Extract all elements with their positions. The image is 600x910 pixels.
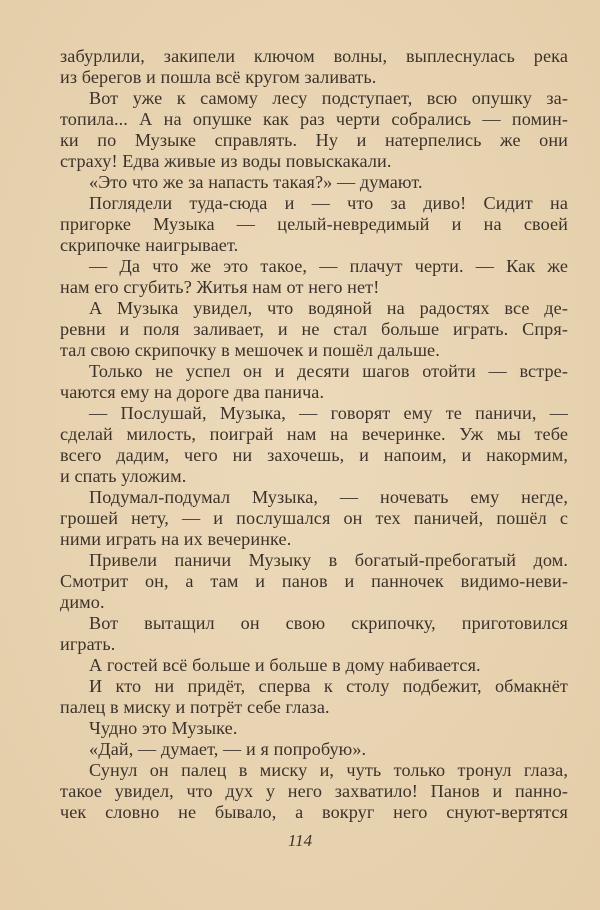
text-line: Смотрит он, а там и панов и панночек видимо-неви- — [60, 571, 568, 591]
book-page-text — [60, 46, 568, 823]
text-line: Вот вытащил он свою скрипочку, приготовился — [89, 613, 568, 633]
text-line: А Музыка увидел, что водяной на радостях все де- — [89, 298, 568, 318]
text-line: сделай милость, поиграй нам на вечеринке. Уж мы тебе — [60, 424, 568, 444]
text-line: чаются ему на дороге два панича. — [60, 382, 325, 402]
text-line: ревни и поля заливает, и не стал больше играть. Спря- — [60, 319, 568, 339]
text-line: — Да что же это такое, — плачут черти. — Как же — [89, 256, 568, 276]
text-line: Чудно это Музыке. — [89, 718, 238, 738]
text-line: Сунул он палец в миску и, чуть только тронул глаза, — [89, 760, 568, 780]
text-line: Привели паничи Музыку в богатый-пребогатый дом. — [89, 550, 568, 570]
text-line: чек словно не бывало, а вокруг него снуют-вертятся — [60, 802, 568, 822]
text-line: и спать уложим. — [60, 466, 187, 486]
text-line: нам его сгубить? Житья нам от него нет! — [60, 277, 380, 297]
text-line: грошей нету, — и послушался он тех паничей, пошёл с — [60, 508, 568, 528]
text-line: такое увидел, что дух у него захватило! Панов и панно- — [60, 781, 568, 801]
text-line: пригорке Музыка — целый-невредимый и на своей — [60, 214, 568, 234]
text-line: забурлили, закипели ключом волны, выплеснулась река — [60, 46, 568, 66]
text-line: димо. — [60, 592, 105, 612]
text-line: Поглядели туда-сюда и — что за диво! Сидит на — [89, 193, 568, 213]
text-line: А гостей всё больше и больше в дому набивается. — [89, 655, 481, 675]
text-line: «Дай, — думает, — и я попробую». — [89, 739, 367, 759]
text-line: палец в миску и потрёт себе глаза. — [60, 697, 330, 717]
text-line: страху! Едва живые из воды повыскакали. — [60, 151, 392, 171]
text-line: Только не успел он и десяти шагов отойти — встре- — [89, 361, 568, 381]
text-line: ки по Музыке справлять. Ну и натерпелись же они — [60, 130, 568, 150]
text-line: «Это что же за напасть такая?» — думают. — [89, 172, 423, 192]
text-line: — Послушай, Музыка, — говорят ему те паничи, — — [89, 403, 568, 423]
text-line: топила... А на опушке как раз черти собрались — помин- — [60, 109, 568, 129]
text-line: из берегов и пошла всё кругом заливать. — [60, 67, 377, 87]
text-line: ними играть на их вечеринке. — [60, 529, 292, 549]
page-number: 114 — [287, 831, 313, 850]
text-line: тал свою скрипочку в мешочек и пошёл дальше. — [60, 340, 440, 360]
text-line: Вот уже к самому лесу подступает, всю опушку за- — [89, 88, 568, 108]
text-line: Подумал-подумал Музыка, — ночевать ему негде, — [89, 487, 568, 507]
text-line: играть. — [60, 634, 116, 654]
text-line: И кто ни придёт, сперва к столу подбежит, обмакнёт — [89, 676, 568, 696]
text-line: всего дадим, чего ни захочешь, и напоим, и накормим, — [60, 445, 568, 465]
text-line: скрипочке наигрывает. — [60, 235, 239, 255]
